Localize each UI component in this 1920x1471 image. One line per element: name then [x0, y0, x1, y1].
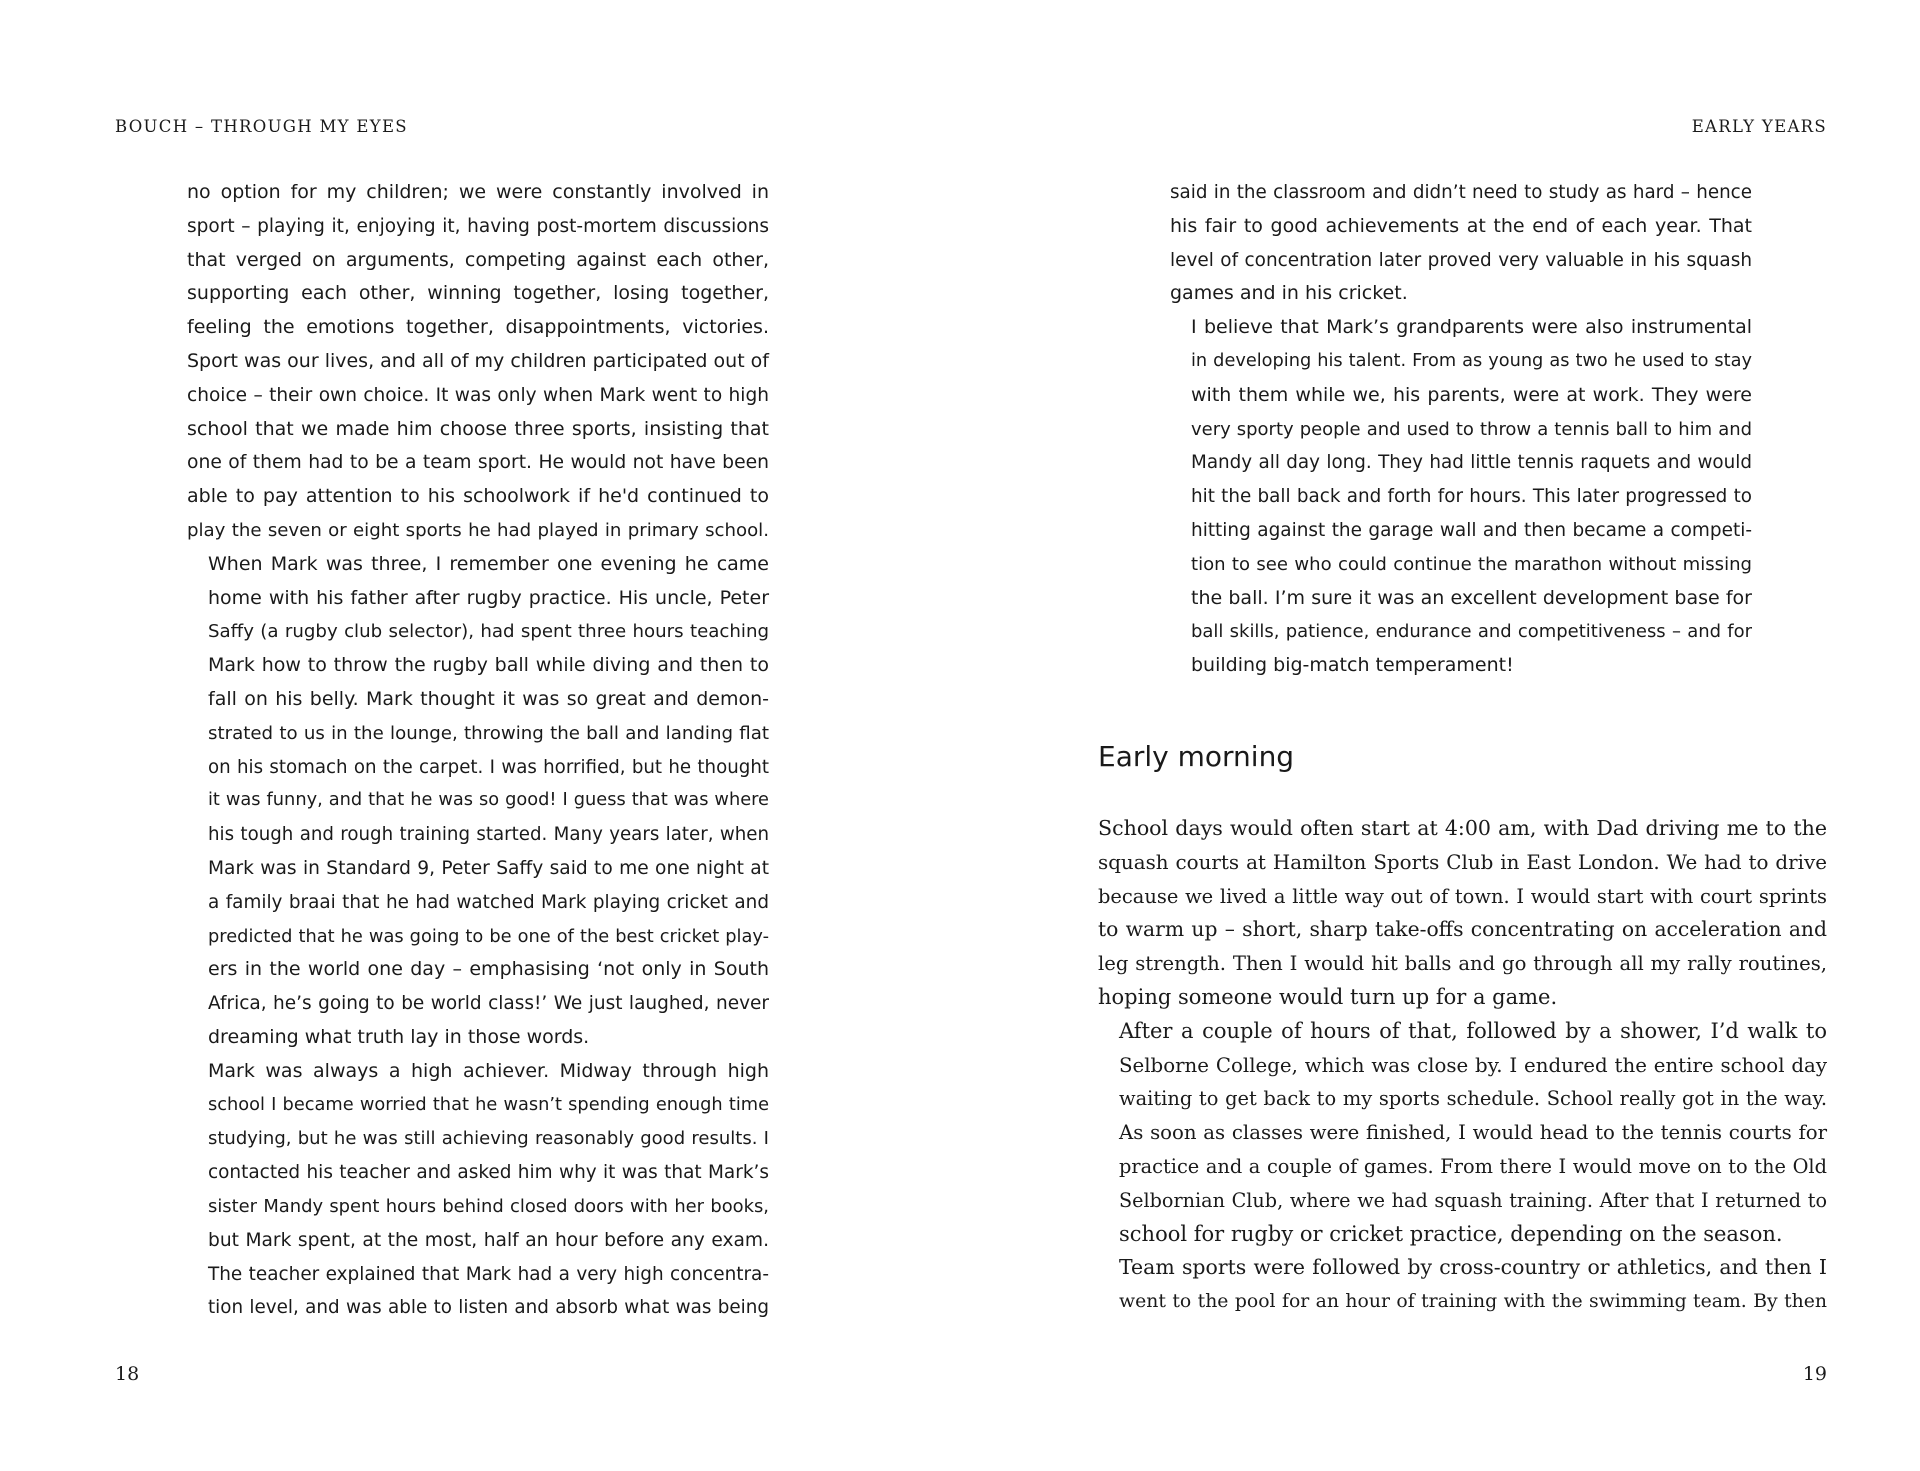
page-number-left: 18 [115, 1363, 140, 1385]
text-line: because we lived a little way out of town. I would start with court sprints [1098, 884, 1827, 908]
text-line: hoping someone would turn up for a game. [1098, 984, 1558, 1009]
text-line: went to the pool for an hour of training with the swimming team. By then [1119, 1291, 1827, 1313]
text-line: fall on his belly. Mark thought it was so great and demon- [208, 687, 769, 710]
paragraph [187, 176, 769, 548]
text-line: ers in the world one day – emphasising ‘not only in South [208, 958, 769, 981]
text-line: hit the ball back and forth for hours. This later progressed to [1191, 486, 1752, 508]
text-line: on his stomach on the carpet. I was horrified, but he thought [208, 756, 769, 778]
text-line: Mandy all day long. They had little tennis raquets and would [1191, 452, 1752, 474]
text-line: strated to us in the lounge, throwing the ball and landing flat [208, 722, 769, 744]
text-line: school for rugby or cricket practice, depending on the season. [1119, 1221, 1783, 1246]
text-line: one of them had to be a team sport. He would not have been [187, 452, 769, 474]
text-line: the ball. I’m sure it was an excellent development base for [1191, 586, 1752, 609]
left-body-text [187, 176, 769, 1325]
right-body-text [1170, 176, 1752, 683]
text-line: school I became worried that he wasn’t spending enough time [208, 1094, 769, 1115]
text-line: contacted his teacher and asked him why it was that Mark’s [208, 1162, 769, 1184]
text-line: Sport was our lives, and all of my children participated out of [187, 349, 769, 372]
text-line: in developing his talent. From as young as two he used to stay [1191, 350, 1752, 371]
text-line: predicted that he was going to be one of the best cricket play- [208, 925, 769, 947]
text-line: his fair to good achievements at the end of each year. That [1170, 214, 1752, 237]
text-line: tion to see who could continue the marathon without missing [1191, 553, 1752, 575]
text-line: to warm up – short, sharp take-offs concentrating on acceleration and [1098, 917, 1827, 942]
text-line: but Mark spent, at the most, half an hour before any exam. [208, 1229, 769, 1251]
page-number-right: 19 [1802, 1363, 1827, 1385]
text-line: waiting to get back to my sports schedule. School really got in the way. [1119, 1087, 1827, 1111]
text-line: dreaming what truth lay in those words. [208, 1025, 590, 1048]
paragraph [1170, 311, 1752, 683]
paragraph [1098, 812, 1827, 1015]
text-line: it was funny, and that he was so good! I guess that was where [208, 790, 769, 811]
text-line: a family braai that he had watched Mark playing cricket and [208, 891, 769, 913]
text-line: tion level, and was able to listen and absorb what was being [208, 1297, 769, 1319]
text-line: level of concentration later proved very valuable in his squash [1170, 249, 1752, 271]
text-line: that verged on arguments, competing against each other, [187, 248, 769, 271]
text-line: said in the classroom and didn’t need to study as hard – hence [1170, 182, 1752, 203]
text-line: leg strength. Then I would hit balls and go through all my rally routines, [1098, 952, 1827, 976]
text-line: choice – their own choice. It was only when Mark went to high [187, 384, 769, 406]
text-line: Africa, he’s going to be world class!’ We just laughed, never [208, 993, 769, 1015]
text-line: with them while we, his parents, were at work. They were [1191, 383, 1752, 406]
text-line: no option for my children; we were constantly involved in [187, 181, 769, 203]
text-line: able to pay attention to his schoolwork if he'd continued to [187, 485, 769, 508]
text-line: ball skills, patience, endurance and competitiveness – and for [1191, 621, 1752, 643]
text-line: Selborne College, which was close by. I endured the entire school day [1119, 1053, 1827, 1077]
text-line: I believe that Mark’s grandparents were also instrumental [1191, 316, 1752, 339]
text-line: sister Mandy spent hours behind closed doors with her books, [208, 1195, 769, 1217]
text-line: his tough and rough training started. Many years later, when [208, 824, 769, 846]
text-line: Mark was always a high achiever. Midway through high [208, 1059, 769, 1082]
right-page [960, 0, 1920, 1471]
text-line: School days would often start at 4:00 am, with Dad driving me to the [1098, 816, 1827, 840]
text-line: practice and a couple of games. From there I would move on to the Old [1119, 1154, 1827, 1178]
text-line: supporting each other, winning together, losing together, [187, 282, 769, 305]
paragraph [1098, 1251, 1827, 1319]
running-head-right: EARLY YEARS [1691, 117, 1827, 136]
section-body-text [1098, 812, 1827, 1319]
text-line: Saffy (a rugby club selector), had spent three hours teaching [208, 621, 769, 643]
text-line: When Mark was three, I remember one evening he came [208, 552, 769, 575]
text-line: Mark was in Standard 9, Peter Saffy said to me one night at [208, 857, 769, 879]
paragraph [1170, 176, 1752, 311]
text-line: feeling the emotions together, disappointments, victories. [187, 316, 769, 339]
text-line: home with his father after rugby practice. His uncle, Peter [208, 586, 769, 609]
text-line: As soon as classes were finished, I would head to the tennis courts for [1119, 1121, 1827, 1145]
text-line: Selbornian Club, where we had squash training. After that I returned to [1119, 1188, 1827, 1212]
text-line: hitting against the garage wall and then became a competi- [1191, 519, 1752, 541]
text-line: Mark how to throw the rugby ball while diving and then to [208, 654, 769, 677]
text-line: studying, but he was still achieving reasonably good results. I [208, 1128, 769, 1150]
text-line: play the seven or eight sports he had played in primary school. [187, 519, 769, 541]
text-line: squash courts at Hamilton Sports Club in East London. We had to drive [1098, 850, 1827, 874]
paragraph [1098, 1015, 1827, 1252]
text-line: building big-match temperament! [1191, 654, 1514, 677]
text-line: Team sports were followed by cross-country or athletics, and then I [1119, 1255, 1827, 1280]
text-line: very sporty people and used to throw a tennis ball to him and [1191, 418, 1752, 440]
text-line: The teacher explained that Mark had a very high concentra- [208, 1263, 769, 1285]
text-line: sport – playing it, enjoying it, having post-mortem discussions [187, 215, 769, 237]
text-line: school that we made him choose three sports, insisting that [187, 417, 769, 440]
paragraph [187, 1055, 769, 1325]
paragraph [187, 548, 769, 1055]
running-head-left: BOUCH – THROUGH MY EYES [115, 117, 408, 136]
section-heading: Early morning [1098, 740, 1295, 773]
text-line: After a couple of hours of that, followed by a shower, I’d walk to [1119, 1018, 1827, 1043]
text-line: games and in his cricket. [1170, 282, 1408, 305]
